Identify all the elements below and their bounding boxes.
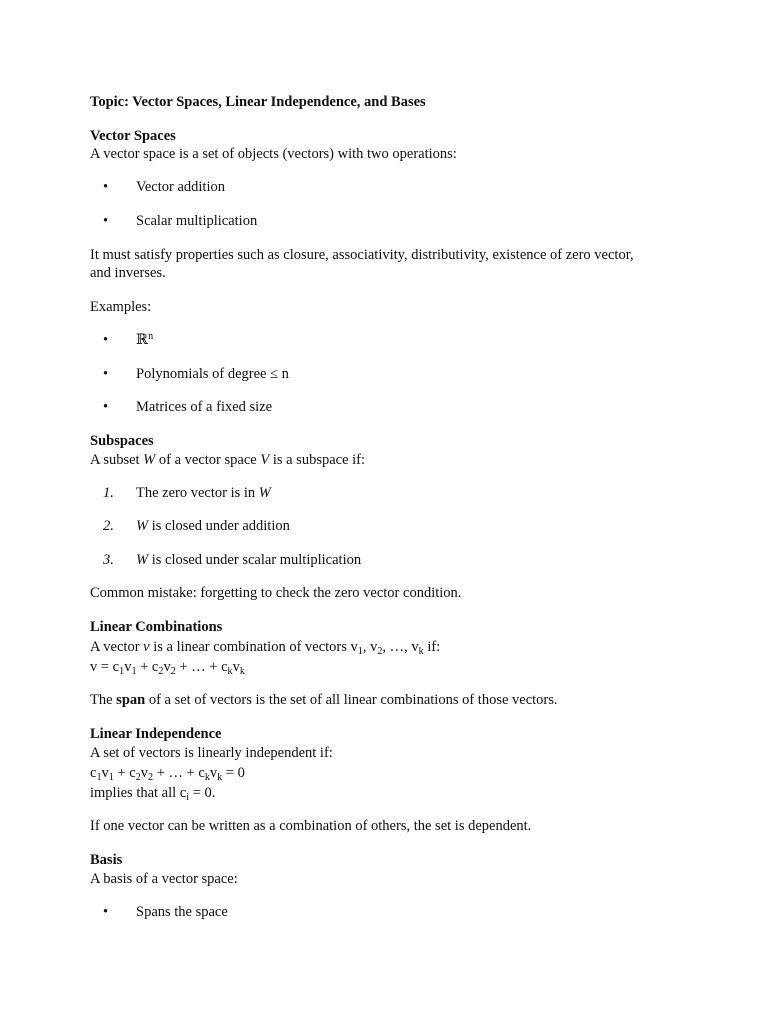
eq-text: + c [136, 659, 159, 675]
heading-linear-combinations: Linear Combinations [90, 619, 223, 635]
subscript: 2 [135, 772, 141, 784]
intro-text-b: of a vector space [155, 452, 261, 468]
condition-closed-addition [136, 516, 290, 536]
heading-basis: Basis [90, 852, 123, 868]
text: A vector [90, 639, 144, 655]
intro-text-a: A subset [90, 452, 144, 468]
text: , v [362, 639, 378, 655]
eq-text: c [90, 765, 97, 781]
symbol-w: W [143, 452, 156, 468]
subscript: i [186, 792, 190, 804]
text: is a linear combination of vectors v [149, 639, 358, 655]
heading-linear-independence: Linear Independence [90, 726, 222, 742]
subscript: 2 [170, 666, 176, 678]
text: implies that all c [90, 785, 187, 801]
eq-text: v [140, 765, 148, 781]
independence-implies [90, 783, 215, 803]
list-item-spans-space: Spans the space [136, 904, 228, 920]
list-item-matrices: Matrices of a fixed size [136, 399, 273, 415]
exponent-n: n [148, 330, 154, 342]
intro-text-c: is a subspace if: [269, 452, 366, 468]
bullet-icon: • [103, 399, 109, 415]
subscript: 1 [96, 772, 102, 784]
subscript: k [217, 772, 223, 784]
subscript: 1 [108, 772, 114, 784]
symbol-w: W [136, 518, 149, 534]
eq-text: + c [113, 765, 136, 781]
subscript: 1 [119, 666, 125, 678]
subscript: 2 [158, 666, 164, 678]
subscript: 1 [357, 646, 363, 658]
dependence-note: If one vector can be written as a combination of others, the set is dependent. [90, 818, 532, 834]
text: = 0. [189, 785, 216, 801]
list-item-rn [136, 330, 153, 350]
real-numbers-symbol: ℝ [136, 332, 149, 348]
subscript: 1 [131, 666, 137, 678]
independence-intro: A set of vectors is linearly independent if: [90, 745, 333, 761]
eq-text: v [209, 765, 218, 781]
text: , …, v [382, 639, 419, 655]
properties-line-1: It must satisfy properties such as closure, associativity, distributivity, existence of zero vector, [90, 247, 634, 263]
subscript: k [418, 646, 424, 658]
subscript: 2 [148, 772, 154, 784]
heading-vector-spaces: Vector Spaces [90, 128, 176, 144]
examples-label: Examples: [90, 299, 152, 315]
basis-intro: A basis of a vector space: [90, 871, 238, 887]
eq-text: v [101, 765, 109, 781]
bullet-icon: • [103, 332, 109, 348]
list-item-scalar-multiplication: Scalar multiplication [136, 213, 258, 229]
text: of a set of vectors is the set of all linear combinations of those vectors. [145, 692, 558, 708]
subspaces-intro [90, 450, 365, 470]
independence-equation [90, 763, 245, 783]
span-definition [90, 690, 558, 710]
condition-zero-vector [136, 483, 271, 503]
text: The [90, 692, 117, 708]
subscript: 2 [377, 646, 383, 658]
condition-closed-scalar [136, 550, 361, 570]
eq-text: v [163, 659, 171, 675]
symbol-w: W [258, 485, 271, 501]
linear-combination-definition [90, 637, 440, 657]
eq-text: v = c [90, 659, 120, 675]
symbol-w: W [136, 552, 149, 568]
subscript: k [227, 666, 233, 678]
list-item-polynomials: Polynomials of degree ≤ n [136, 366, 289, 382]
bullet-icon: • [103, 213, 109, 229]
list-item-vector-addition: Vector addition [136, 179, 225, 195]
list-number-3: 3. [103, 552, 114, 568]
bullet-icon: • [103, 366, 109, 382]
text: if: [423, 639, 441, 655]
eq-text: + … + c [153, 765, 205, 781]
eq-text: v [124, 659, 132, 675]
eq-text: = 0 [222, 765, 245, 781]
bullet-icon: • [103, 904, 109, 920]
eq-text: + … + c [175, 659, 228, 675]
common-mistake: Common mistake: forgetting to check the zero vector condition. [90, 585, 462, 601]
condition-text: The zero vector is in [136, 485, 259, 501]
linear-combination-equation [90, 657, 245, 677]
subscript: k [204, 772, 210, 784]
eq-text: v [232, 659, 240, 675]
list-number-2: 2. [103, 518, 114, 534]
properties-line-2: and inverses. [90, 265, 166, 281]
span-term: span [116, 692, 146, 708]
condition-text: is closed under addition [148, 518, 290, 534]
list-number-1: 1. [103, 485, 114, 501]
symbol-v: v [143, 639, 150, 655]
document-title: Topic: Vector Spaces, Linear Independence, and Bases [90, 94, 426, 110]
subscript: k [239, 666, 245, 678]
symbol-v: V [260, 452, 270, 468]
vector-spaces-intro: A vector space is a set of objects (vectors) with two operations: [90, 146, 457, 162]
condition-text: is closed under scalar multiplication [148, 552, 362, 568]
heading-subspaces: Subspaces [90, 433, 154, 449]
bullet-icon: • [103, 179, 109, 195]
